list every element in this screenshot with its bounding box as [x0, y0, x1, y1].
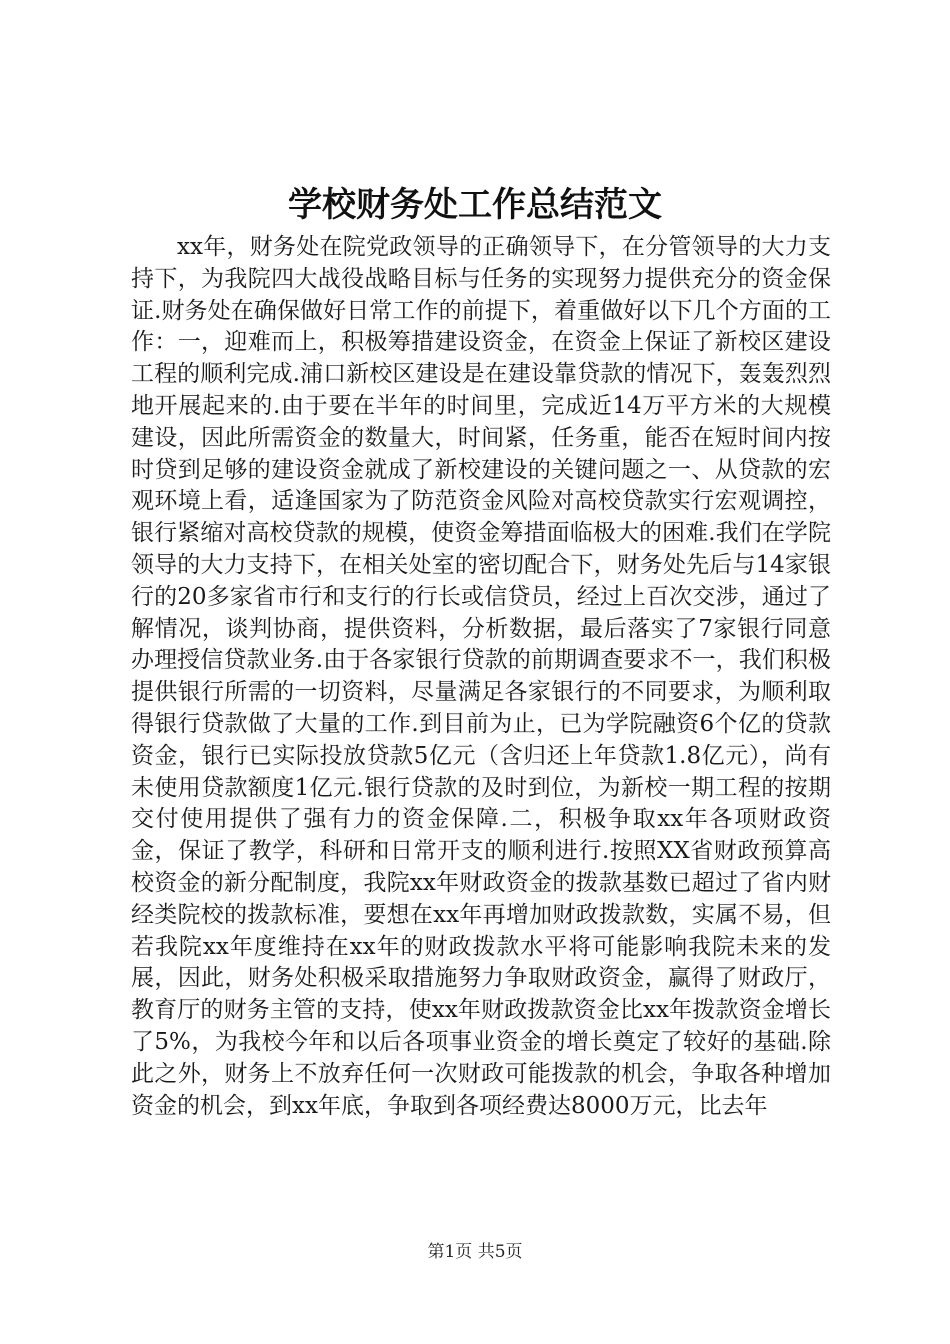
document-body-paragraph: xx年，财务处在院党政领导的正确领导下，在分管领导的大力支持下，为我院四大战役战略目标与任务的实现努力提供充分的资金保证.财务处在确保做好日常工作的前提下，着重做好以下几个方面的工作：一，迎难而上，积极筹措建设资金，在资金上保证了新校区建设工程的顺利完成.浦口新校区建设是在建设靠贷款的情况下，轰轰烈烈地开展起来的.由于要在半年的时间里，完成近14万平方米的大规模建设，因此所需资金的数量大，时间紧，任务重，能否在短时间内按时贷到足够的建设资金就成了新校建设的关键问题之一、从贷款的宏观环境上看，适逢国家为了防范资金风险对高校贷款实行宏观调控，银行紧缩对高校贷款的规模，使资金筹措面临极大的困难.我们在学院领导的大力支持下，在相关处室的密切配合下，财务处先后与14家银行的20多家省市行和支行的行长或信贷员，经过上百次交涉，通过了解情况，谈判协商，提供资料，分析数据，最后落实了7家银行同意办理授信贷款业务.由于各家银行贷款的前期调查要求不一，我们积极提供银行所需的一切资料，尽量满足各家银行的不同要求，为顺利取得银行贷款做了大量的工作.到目前为止，已为学院融资6个亿的贷款资金，银行已实际投放贷款5亿元（含归还上年贷款1.8亿元），尚有未使用贷款额度1亿元.银行贷款的及时到位，为新校一期工程的按期交付使用提供了强有力的资金保障.二，积极争取xx年各项财政资金，保证了教学，科研和日常开支的顺利进行.按照XX省财政预算高校资金的新分配制度，我院xx年财政资金的拨款基数已超过了省内财经类院校的拨款标准，要想在xx年再增加财政拨款数，实属不易，但若我院xx年度维持在xx年的财政拨款水平将可能影响我院未来的发展，因此，财务处积极采取措施努力争取财政资金，赢得了财政厅，教育厅的财务主管的支持，使xx年财政拨款资金比xx年拨款资金增长了5%，为我校今年和以后各项事业资金的增长奠定了较好的基础.除此之外，财务上不放弃任何一次财政可能拨款的机会，争取各种增加资金的机会，到xx年底，争取到各项经费达8000万元，比去年 [131, 234, 831, 1119]
page-number-footer: 第1页 共5页 [427, 1242, 523, 1262]
document-title: 学校财务处工作总结范文 [288, 185, 662, 225]
